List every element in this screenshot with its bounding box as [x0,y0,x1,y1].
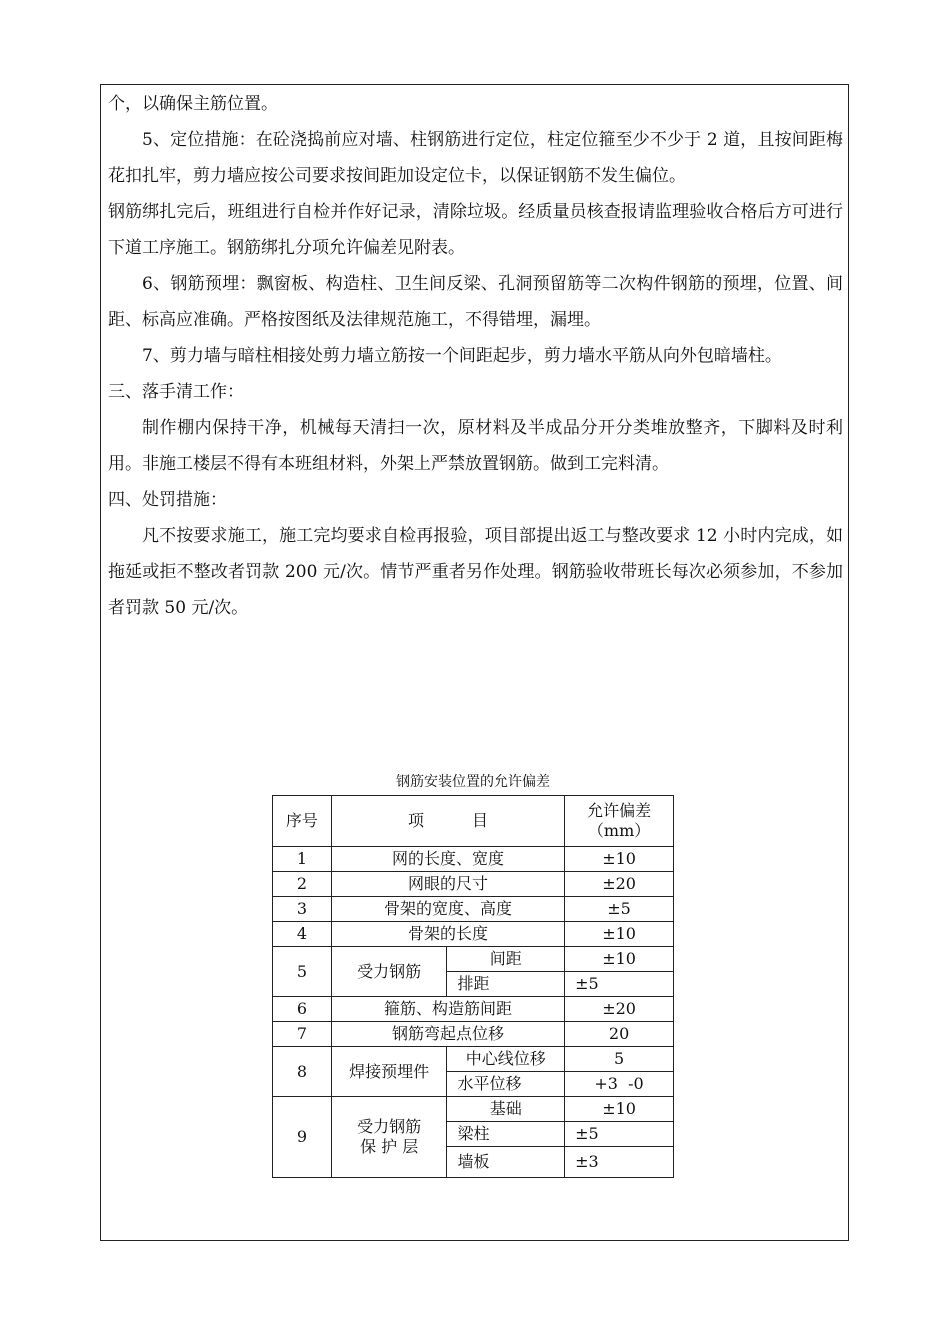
cell-tolerance: ±20 [565,997,674,1022]
header-item: 项 目 [331,796,564,847]
paragraph: 7、剪力墙与暗柱相接处剪力墙立筋按一个间距起步，剪力墙水平筋从向外包暗墙柱。 [142,346,782,366]
header-tolerance: 允许偏差 （mm） [565,796,674,847]
cell-item: 钢筋弯起点位移 [331,1022,564,1047]
cell-no: 6 [273,997,332,1022]
cell-subitem: 基础 [447,1097,565,1122]
paragraph: 6、钢筋预埋：飘窗板、构造柱、卫生间反梁、孔洞预留筋等二次构件钢筋的预埋，位置、间距、标高应准确。严格按图纸及法律规范施工，不得错埋，漏埋。 [108,274,843,330]
cell-item: 骨架的宽度、高度 [331,897,564,922]
table-row [273,897,674,922]
section-heading: 三、落手清工作： [108,382,244,402]
paragraph: 5、定位措施：在砼浇捣前应对墙、柱钢筋进行定位，柱定位箍至少不少于 2 道，且按间距梅花扣扎牢，剪力墙应按公司要求按间距加设定位卡，以保证钢筋不发生偏位。 [108,130,843,186]
cell-tolerance: ±3 [565,1147,674,1178]
cell-tolerance: +3 -0 [565,1072,674,1097]
table-row [273,847,674,872]
cell-tolerance: ±10 [565,1097,674,1122]
cell-no: 9 [273,1097,332,1178]
table-caption: 钢筋安装位置的允许偏差 [396,774,550,790]
cell-item: 焊接预埋件 [331,1047,447,1097]
table-row [273,997,674,1022]
table-row [273,922,674,947]
cell-item: 网的长度、宽度 [331,847,564,872]
cell-tolerance: ±5 [565,972,674,997]
table-row [273,872,674,897]
cell-subitem: 墙板 [447,1147,565,1178]
cell-subitem: 水平位移 [447,1072,565,1097]
body-text [108,86,843,626]
cell-item: 受力钢筋 [331,947,447,997]
cell-tolerance: ±10 [565,947,674,972]
cell-tolerance: ±5 [565,1122,674,1147]
cell-subitem: 梁柱 [447,1122,565,1147]
table-row [273,1047,674,1072]
paragraph: 个，以确保主筋位置。 [108,94,278,114]
paragraph: 制作棚内保持干净，机械每天清扫一次，原材料及半成品分开分类堆放整齐，下脚料及时利用。非施工楼层不得有本班组材料，外架上严禁放置钢筋。做到工完料清。 [108,418,843,474]
cell-subitem: 排距 [447,972,565,997]
paragraph: 凡不按要求施工，施工完均要求自检再报验，项目部提出返工与整改要求 12 小时内完成，如拖延或拒不整改者罚款 200 元/次。情节严重者另作处理。钢筋验收带班长每次必须参加，不参加者罚款 50 元/次。 [108,526,843,618]
tolerance-table [272,795,674,1178]
cell-item: 网眼的尺寸 [331,872,564,897]
cell-tolerance: 20 [565,1022,674,1047]
cell-subitem: 间距 [447,947,565,972]
cell-tolerance: ±5 [565,897,674,922]
cell-no: 7 [273,1022,332,1047]
section-heading: 四、处罚措施： [108,490,227,510]
cell-tolerance: ±20 [565,872,674,897]
cell-no: 2 [273,872,332,897]
cell-subitem: 中心线位移 [447,1047,565,1072]
cell-item: 受力钢筋 保 护 层 [331,1097,447,1178]
table-row [273,1097,674,1122]
cell-no: 3 [273,897,332,922]
cell-tolerance: ±10 [565,847,674,872]
header-no: 序号 [273,796,332,847]
cell-no: 5 [273,947,332,997]
table-header-row [273,796,674,847]
cell-tolerance: ±10 [565,922,674,947]
cell-no: 1 [273,847,332,872]
cell-item: 箍筋、构造筋间距 [331,997,564,1022]
cell-no: 4 [273,922,332,947]
cell-item: 骨架的长度 [331,922,564,947]
table-row [273,947,674,972]
paragraph: 钢筋绑扎完后，班组进行自检并作好记录，清除垃圾。经质量员核查报请监理验收合格后方可进行下道工序施工。钢筋绑扎分项允许偏差见附表。 [108,202,843,258]
cell-tolerance: 5 [565,1047,674,1072]
cell-no: 8 [273,1047,332,1097]
table-row [273,1022,674,1047]
